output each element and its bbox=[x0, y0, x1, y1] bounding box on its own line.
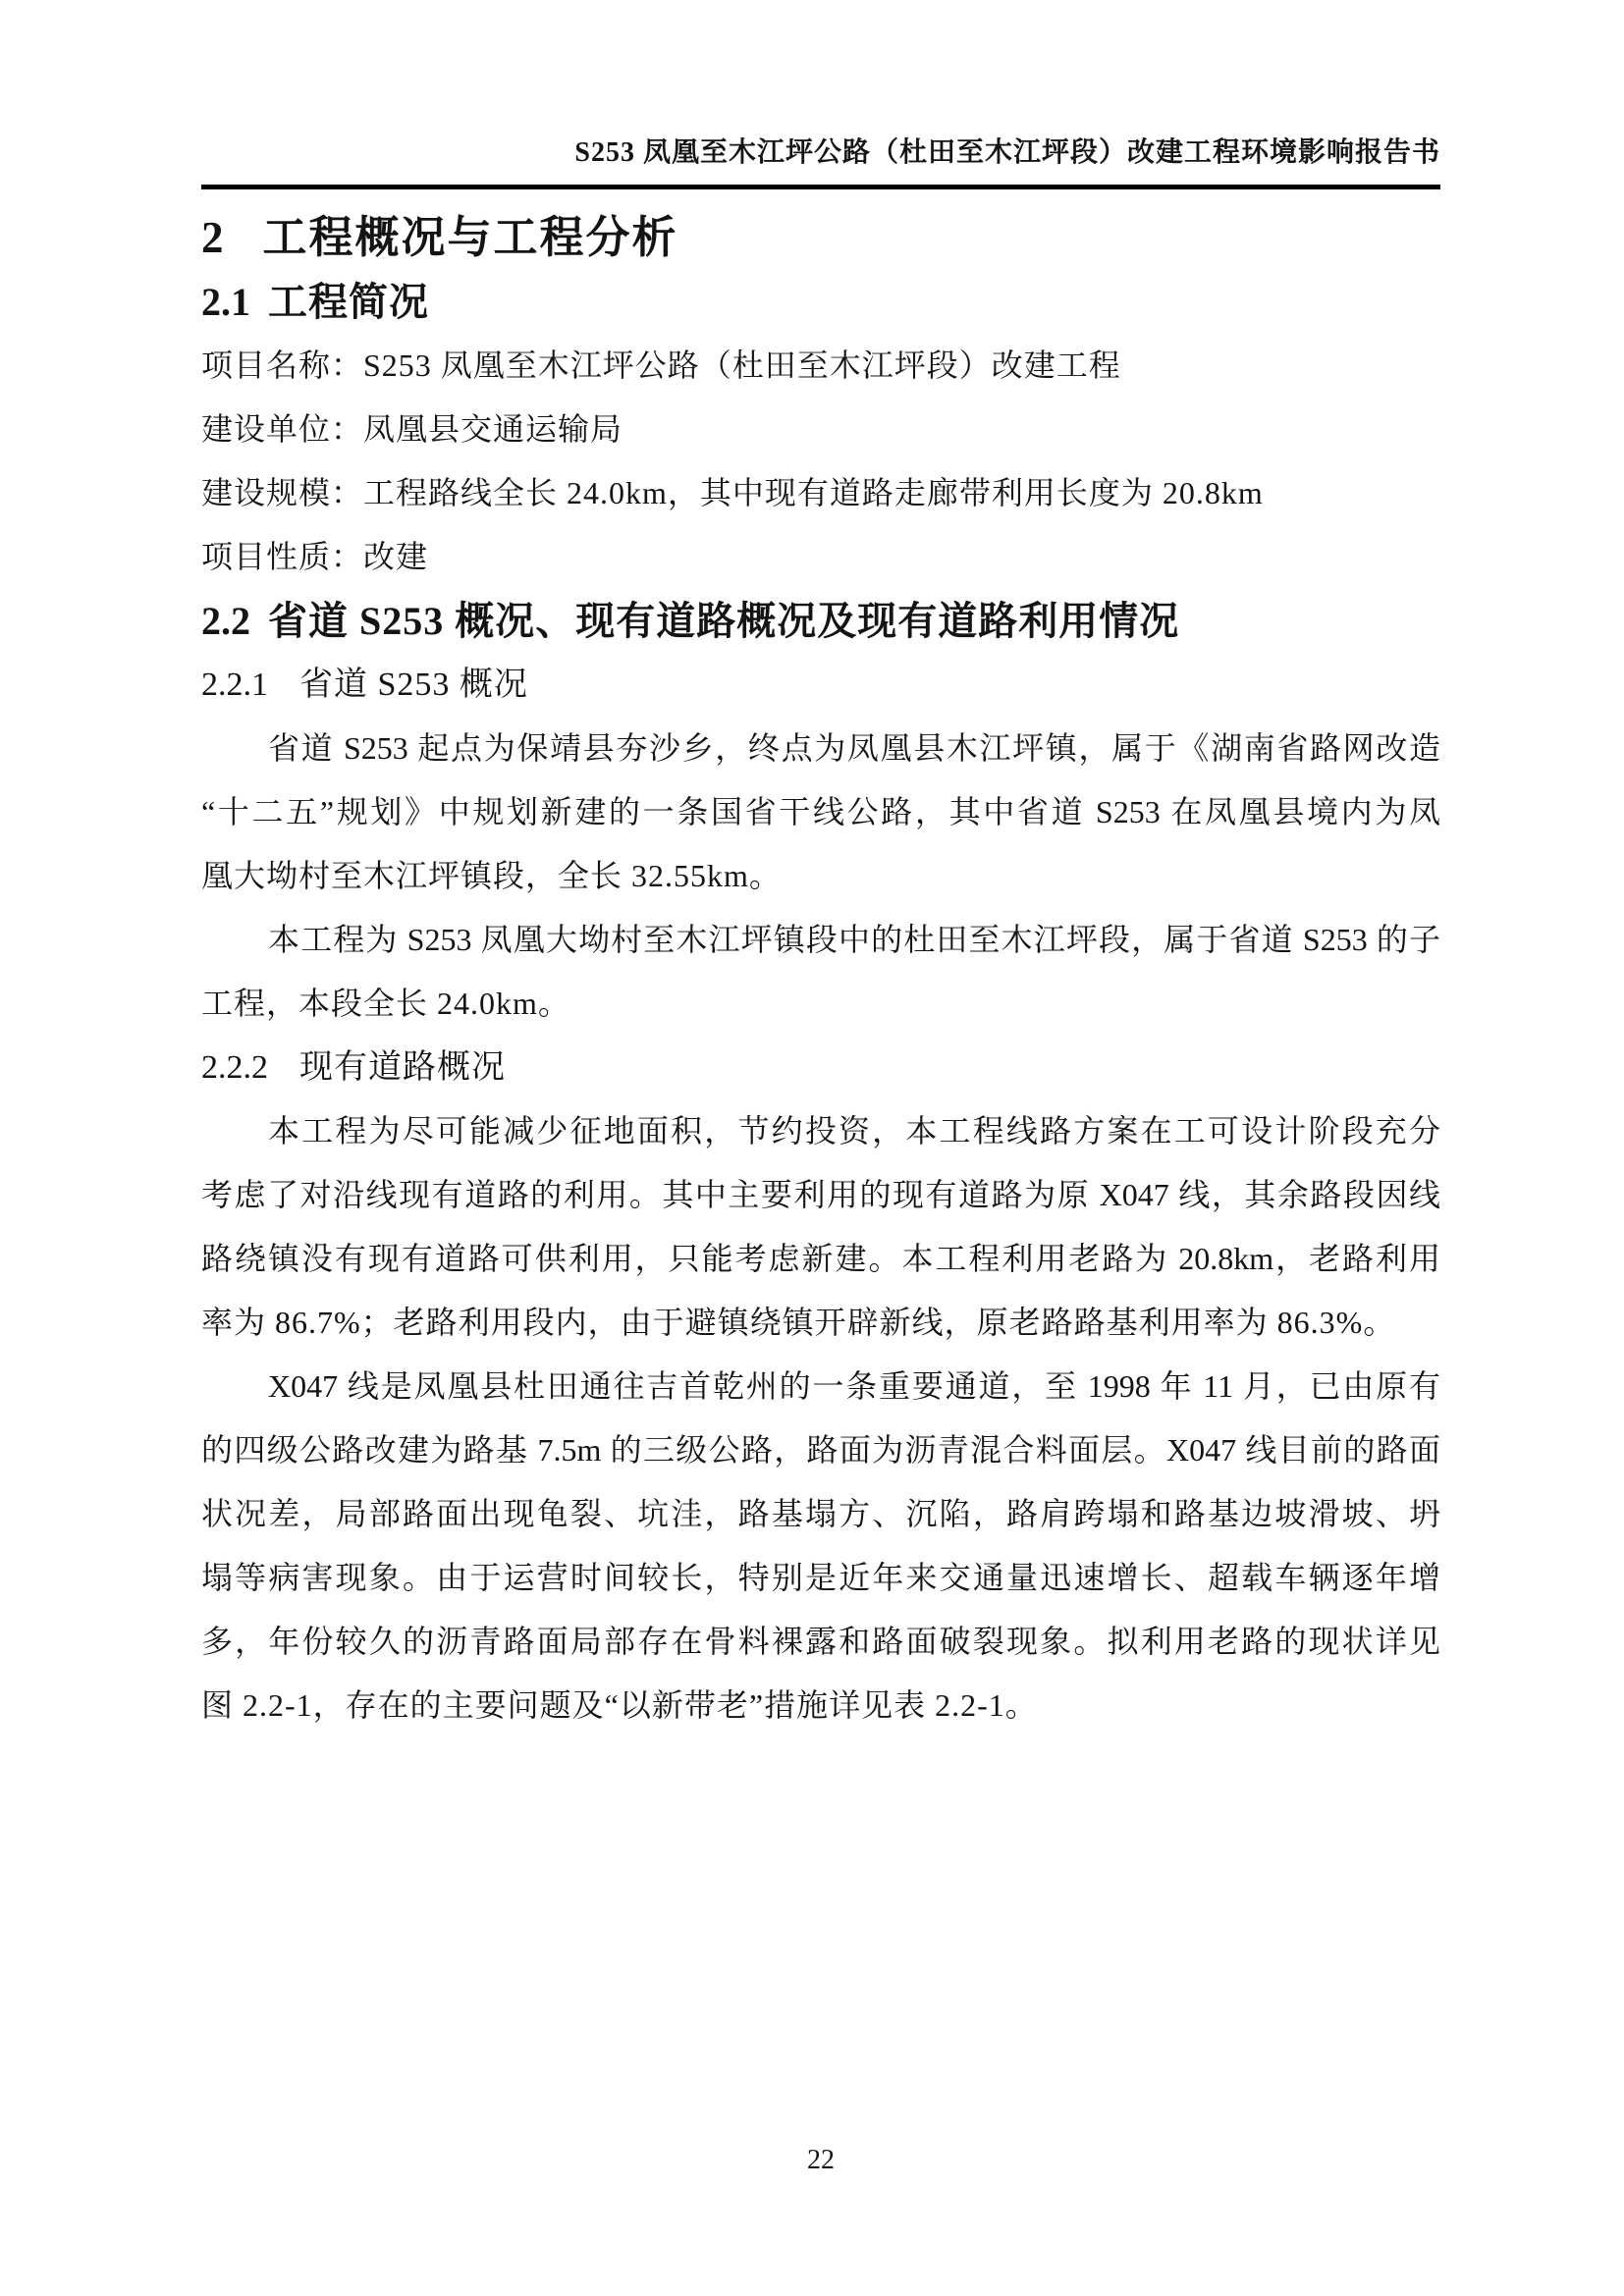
project-name-item: 项目名称：S253 凤凰至木江坪公路（杜田至木江坪段）改建工程 bbox=[201, 347, 1121, 383]
section-2-2-2-title: 现有道路概况 bbox=[299, 1049, 506, 1086]
section-2-1-title: 工程简况 bbox=[268, 280, 429, 324]
paragraph-x047-condition bbox=[201, 1355, 1440, 1737]
paragraph-line: 状况差，局部路面出现龟裂、坑洼，路基塌方、沉陷，路肩跨塌和路基边坡滑坡、坍 bbox=[201, 1496, 1440, 1531]
paragraph-s253-overview bbox=[201, 717, 1440, 908]
paragraph-road-utilization bbox=[201, 1099, 1440, 1355]
page-number: 22 bbox=[807, 2145, 835, 2175]
paragraph-line: 本工程为尽可能减少征地面积，节约投资，本工程线路方案在工可设计阶段充分 bbox=[268, 1113, 1440, 1148]
paragraph-line: 省道 S253 起点为保靖县夯沙乡，终点为凤凰县木江坪镇，属于《湖南省路网改造 bbox=[268, 730, 1440, 766]
chapter-number: 2 bbox=[201, 213, 224, 262]
section-2-2-2-heading bbox=[201, 1036, 1440, 1099]
header-rule bbox=[201, 185, 1440, 189]
construction-scale-item: 建设规模：工程路线全长 24.0km，其中现有道路走廊带利用长度为 20.8km bbox=[201, 475, 1264, 510]
project-nature-item: 项目性质：改建 bbox=[201, 539, 429, 574]
section-2-2-heading bbox=[201, 589, 1440, 653]
section-2-2-2-number: 2.2.2 bbox=[201, 1049, 268, 1086]
document-content bbox=[201, 206, 1440, 1737]
paragraph-line: 塌等病害现象。由于运营时间较长，特别是近年来交通量迅速增长、超载车辆逐年增 bbox=[201, 1560, 1440, 1595]
section-2-2-1-title: 省道 S253 概况 bbox=[299, 667, 528, 703]
section-2-2-title: 省道 S253 概况、现有道路概况及现有道路利用情况 bbox=[268, 599, 1180, 643]
paragraph-line: “十二五”规划》中规划新建的一条国省干线公路，其中省道 S253 在凤凰县境内为凤 bbox=[201, 794, 1440, 829]
page-footer bbox=[201, 2144, 1440, 2177]
chapter-heading bbox=[201, 206, 1440, 270]
section-2-2-number: 2.2 bbox=[201, 599, 250, 643]
paragraph-line: 图 2.2-1，存在的主要问题及“以新带老”措施详见表 2.2-1。 bbox=[201, 1687, 1038, 1723]
section-2-1-number: 2.1 bbox=[201, 280, 250, 324]
section-2-2-1-heading bbox=[201, 653, 1440, 717]
section-2-1-heading bbox=[201, 270, 1440, 334]
paragraph-line: 考虑了对沿线现有道路的利用。其中主要利用的现有道路为原 X047 线，其余路段因线 bbox=[201, 1177, 1440, 1212]
paragraph-line: 多，年份较久的沥青路面局部存在骨料裸露和路面破裂现象。拟利用老路的现状详见 bbox=[201, 1624, 1440, 1659]
section-2-2-1-number: 2.2.1 bbox=[201, 667, 268, 703]
paragraph-line: 工程，本段全长 24.0km。 bbox=[201, 986, 570, 1021]
header-title: S253 凤凰至木江坪公路（杜田至木江坪段）改建工程环境影响报告书 bbox=[574, 137, 1440, 168]
paragraph-line: 的四级公路改建为路基 7.5m 的三级公路，路面为沥青混合料面层。X047 线目前的路面 bbox=[201, 1432, 1440, 1468]
paragraph-project-scope bbox=[201, 908, 1440, 1036]
paragraph-line: 本工程为 S253 凤凰大坳村至木江坪镇段中的杜田至木江坪段，属于省道 S253 的子 bbox=[268, 922, 1440, 957]
paragraph-line: X047 线是凤凰县杜田通往吉首乾州的一条重要通道，至 1998 年 11 月，已由原有 bbox=[268, 1368, 1440, 1404]
chapter-title: 工程概况与工程分析 bbox=[262, 213, 678, 262]
construction-unit-item: 建设单位：凤凰县交通运输局 bbox=[201, 411, 623, 447]
paragraph-line: 凰大坳村至木江坪镇段，全长 32.55km。 bbox=[201, 858, 782, 893]
paragraph-line: 率为 86.7%；老路利用段内，由于避镇绕镇开辟新线，原老路路基利用率为 86.3%。 bbox=[201, 1305, 1396, 1340]
paragraph-line: 路绕镇没有现有道路可供利用，只能考虑新建。本工程利用老路为 20.8km，老路利用 bbox=[201, 1241, 1440, 1276]
